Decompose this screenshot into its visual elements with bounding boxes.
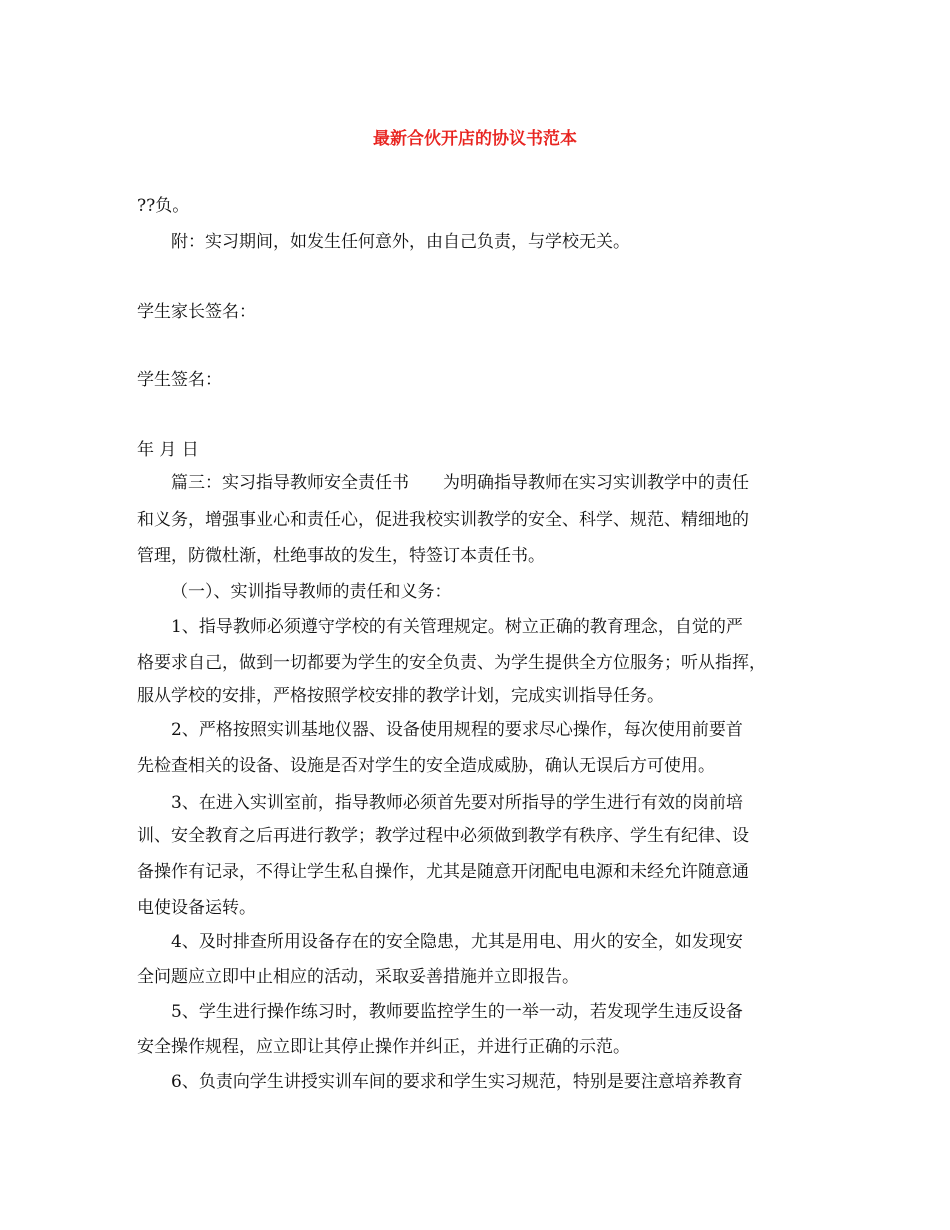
text-line: 4、及时排查所用设备存在的安全隐患，尤其是用电、用火的安全，如发现安 xyxy=(171,932,743,952)
text-line: 备操作有记录，不得让学生私自操作，尤其是随意开闭配电电源和未经允许随意通 xyxy=(137,862,749,882)
text-line: 6、负责向学生讲授实训车间的要求和学生实习规范，特别是要注意培养教育 xyxy=(171,1072,743,1092)
text-line: 5、学生进行操作练习时，教师要监控学生的一举一动，若发现学生违反设备 xyxy=(171,1002,743,1022)
text-line: 格要求自己，做到一切都要为学生的安全负责、为学生提供全方位服务；听从指挥， xyxy=(137,653,766,673)
text-line: 3、在进入实训室前，指导教师必须首先要对所指导的学生进行有效的岗前培 xyxy=(171,793,743,813)
text-line: 附：实习期间，如发生任何意外，由自己负责，与学校无关。 xyxy=(171,232,630,252)
text-line: 先检查相关的设备、设施是否对学生的安全造成威胁，确认无误后方可使用。 xyxy=(137,756,715,776)
text-line: 篇三：实习指导教师安全责任书 为明确指导教师在实习实训教学中的责任 xyxy=(171,473,749,493)
text-line: 服从学校的安排，严格按照学校安排的教学计划，完成实训指导任务。 xyxy=(137,686,664,706)
text-line: 全问题应立即中止相应的活动，采取妥善措施并立即报告。 xyxy=(137,967,579,987)
text-line: 管理，防微杜渐，杜绝事故的发生，特签订本责任书。 xyxy=(137,546,545,566)
text-line: 学生家长签名： xyxy=(137,302,256,322)
document-title: 最新合伙开店的协议书范本 xyxy=(373,129,577,149)
text-line: 安全操作规程，应立即让其停止操作并纠正，并进行正确的示范。 xyxy=(137,1037,630,1057)
text-line: 训、安全教育之后再进行教学；教学过程中必须做到教学有秩序、学生有纪律、设 xyxy=(137,826,749,846)
text-line: 1、指导教师必须遵守学校的有关管理规定。树立正确的教育理念，自觉的严 xyxy=(171,617,743,637)
text-line: 年 月 日 xyxy=(137,440,199,460)
text-line: 学生签名： xyxy=(137,370,222,390)
text-line: ??负。 xyxy=(137,196,190,216)
text-line: 2、严格按照实训基地仪器、设备使用规程的要求尽心操作，每次使用前要首 xyxy=(171,720,743,740)
section-heading: （一）、实训指导教师的责任和义务： xyxy=(171,582,452,602)
text-line: 电使设备运转。 xyxy=(137,898,256,918)
text-line: 和义务，增强事业心和责任心，促进我校实训教学的安全、科学、规范、精细地的 xyxy=(137,510,749,530)
